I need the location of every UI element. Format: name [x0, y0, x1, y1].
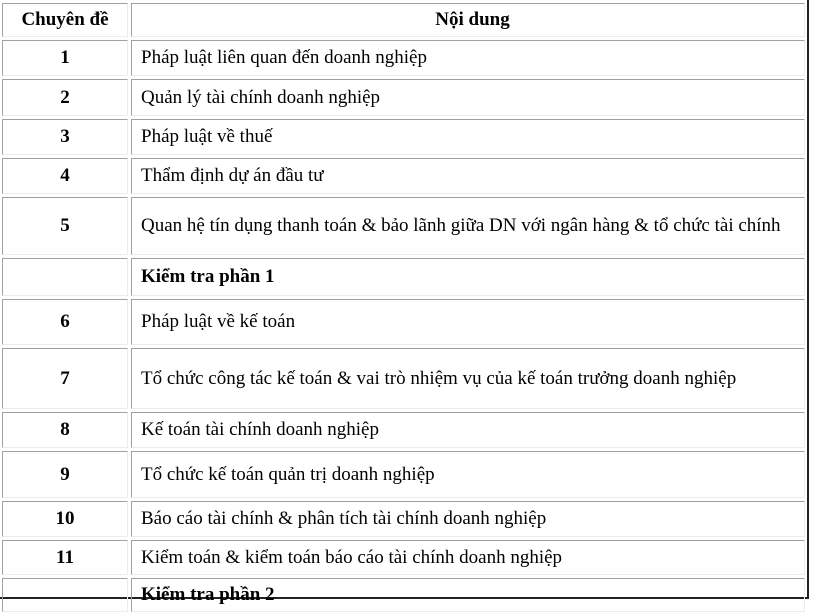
header-row: [2, 3, 805, 37]
topic-content: Kiểm tra phần 2: [131, 578, 805, 612]
table-row: [2, 119, 805, 155]
header-content: Nội dung: [131, 3, 805, 37]
table-row: [2, 578, 805, 612]
header-topic: Chuyên đề: [2, 3, 128, 37]
topic-number: 3: [2, 119, 128, 155]
table-row: [2, 451, 805, 498]
topic-content: Kế toán tài chính doanh nghiệp: [131, 412, 805, 448]
topic-content: Tổ chức kế toán quản trị doanh nghiệp: [131, 451, 805, 498]
table-row: [2, 540, 805, 575]
topic-content: Kiểm toán & kiểm toán báo cáo tài chính doanh nghiệp: [131, 540, 805, 575]
topic-content: Thẩm định dự án đầu tư: [131, 158, 805, 194]
topic-content: Tổ chức công tác kế toán & vai trò nhiệm vụ của kế toán trưởng doanh nghiệp: [131, 348, 805, 409]
topic-number: 11: [2, 540, 128, 575]
topic-number: 2: [2, 79, 128, 116]
topic-number: 10: [2, 501, 128, 537]
topic-number: [2, 578, 128, 612]
topic-content: Quan hệ tín dụng thanh toán & bảo lãnh giữa DN với ngân hàng & tổ chức tài chính: [131, 197, 805, 255]
topic-number: 9: [2, 451, 128, 498]
table-row: [2, 40, 805, 76]
topic-number: 4: [2, 158, 128, 194]
topic-content: Quản lý tài chính doanh nghiệp: [131, 79, 805, 116]
table-row: [2, 299, 805, 345]
table-row: [2, 197, 805, 255]
topic-content: Pháp luật về kế toán: [131, 299, 805, 345]
topic-content: Pháp luật liên quan đến doanh nghiệp: [131, 40, 805, 76]
topic-number: 8: [2, 412, 128, 448]
topic-content: Kiểm tra phần 1: [131, 258, 805, 296]
topic-number: 7: [2, 348, 128, 409]
table-row: [2, 158, 805, 194]
table-row: [2, 79, 805, 116]
table-row: [2, 501, 805, 537]
table-row: [2, 348, 805, 409]
topic-number: 5: [2, 197, 128, 255]
topic-content: Pháp luật về thuế: [131, 119, 805, 155]
topic-number: 1: [2, 40, 128, 76]
topic-number: [2, 258, 128, 296]
topic-content: Báo cáo tài chính & phân tích tài chính doanh nghiệp: [131, 501, 805, 537]
table-row: [2, 258, 805, 296]
table-row: [2, 412, 805, 448]
topic-number: 6: [2, 299, 128, 345]
